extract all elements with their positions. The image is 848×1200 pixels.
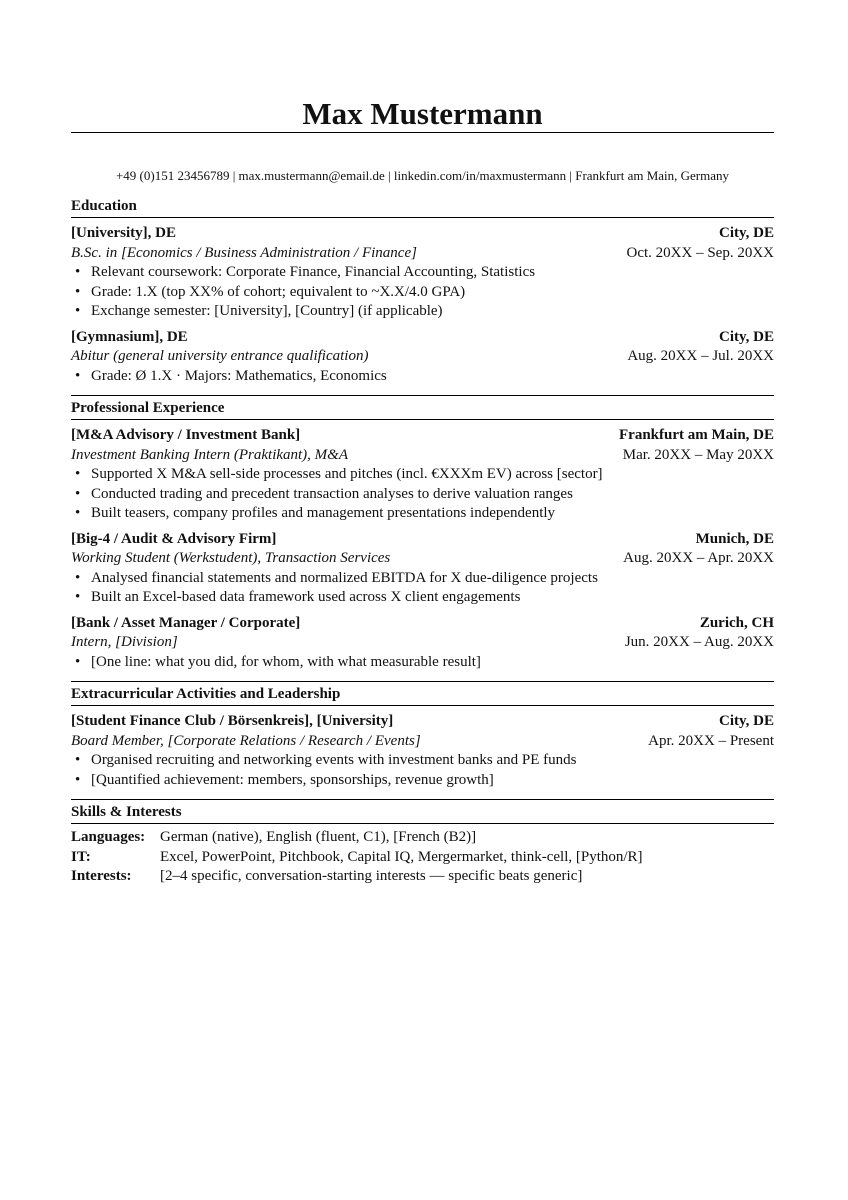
employer: [Big-4 / Audit & Advisory Firm] <box>71 530 277 547</box>
degree: B.Sc. in [Economics / Business Administration / Finance] <box>71 244 417 261</box>
location: City, DE <box>718 713 774 729</box>
experience-entry <box>71 614 774 673</box>
skill-row <box>71 848 774 868</box>
list-item: • [Quantified achievement: members, sponsorships, revenue growth] <box>71 771 774 791</box>
list-item: • Analysed financial statements and normalized EBITDA for X due-diligence projects <box>71 569 774 589</box>
list-item: • Organised recruiting and networking events with investment banks and PE funds <box>71 751 774 771</box>
bullet-list <box>71 751 774 790</box>
section-heading: Education <box>71 197 774 218</box>
list-item: • Built an Excel-based data framework used across X client engagements <box>71 588 774 608</box>
role: Board Member, [Corporate Relations / Research / Events] <box>71 732 421 749</box>
skill-value: German (native), English (fluent, C1), [French (B2)] <box>160 829 477 845</box>
list-item: • Conducted trading and precedent transaction analyses to derive valuation ranges <box>71 485 774 505</box>
degree: Abitur (general university entrance qualification) <box>71 348 369 364</box>
experience-entry <box>71 426 774 524</box>
list-item: • [One line: what you did, for whom, with what measurable result] <box>71 653 774 673</box>
experience-entry <box>71 530 774 608</box>
dates: Mar. 20XX – May 20XX <box>622 446 774 463</box>
employer: [Bank / Asset Manager / Corporate] <box>71 614 301 631</box>
extracurricular-section <box>71 681 774 790</box>
bullet-list <box>71 569 774 608</box>
dates: Jun. 20XX – Aug. 20XX <box>624 634 774 650</box>
candidate-name: Max Mustermann <box>302 96 543 131</box>
dates: Aug. 20XX – Apr. 20XX <box>623 550 774 566</box>
job-title: Intern, [Division] <box>71 634 178 650</box>
skill-value: Excel, PowerPoint, Pitchbook, Capital IQ, Mergermarket, think-cell, [Python/R] <box>160 848 643 865</box>
location: Munich, DE <box>695 530 774 547</box>
list-item: • Grade: 1.X (top XX% of cohort; equivalent to ~X.X/4.0 GPA) <box>71 283 774 303</box>
location: Frankfurt am Main, DE <box>619 427 774 443</box>
location: Zurich, CH <box>699 614 774 631</box>
education-entry <box>71 224 774 322</box>
dates: Aug. 20XX – Jul. 20XX <box>627 348 774 364</box>
education-entry <box>71 328 774 387</box>
list-item: • Grade: Ø 1.X · Majors: Mathematics, Economics <box>71 367 774 387</box>
skill-value: [2–4 specific, conversation-starting interests — specific beats generic] <box>160 868 583 884</box>
skills-list <box>71 828 774 887</box>
list-item: • Exchange semester: [University], [Country] (if applicable) <box>71 302 774 322</box>
skills-section <box>71 799 774 887</box>
job-title: Working Student (Werkstudent), Transaction Services <box>71 550 391 566</box>
section-heading: Professional Experience <box>71 399 774 420</box>
organization: [Student Finance Club / Börsenkreis], [University] <box>71 713 394 729</box>
job-title: Investment Banking Intern (Praktikant), M&A <box>71 446 349 463</box>
bullet-list <box>71 263 774 322</box>
experience-section <box>71 395 774 672</box>
list-item: • Built teasers, company profiles and management presentations independently <box>71 504 774 524</box>
institution: [University], DE <box>71 225 176 241</box>
name-divider <box>71 132 774 133</box>
activity-entry <box>71 712 774 790</box>
location: City, DE <box>718 328 774 345</box>
institution: [Gymnasium], DE <box>71 328 188 345</box>
bullet-list <box>71 367 774 387</box>
list-item: • Supported X M&A sell-side processes and pitches (incl. €XXXm EV) across [sector] <box>71 465 774 485</box>
dates: Oct. 20XX – Sep. 20XX <box>626 244 774 261</box>
skill-label: Languages: <box>71 829 146 845</box>
education-section <box>71 197 774 386</box>
employer: [M&A Advisory / Investment Bank] <box>71 427 301 443</box>
location: City, DE <box>718 225 774 241</box>
resume-page <box>71 0 774 887</box>
list-item: • Relevant coursework: Corporate Finance, Financial Accounting, Statistics <box>71 263 774 283</box>
skill-row <box>71 867 774 887</box>
section-heading: Extracurricular Activities and Leadership <box>71 685 774 706</box>
skill-label: IT: <box>71 848 91 865</box>
contact-line: +49 (0)151 23456789 | max.mustermann@email.de | linkedin.com/in/maxmustermann | Frankfurt am Main, Germany <box>115 168 730 183</box>
bullet-list <box>71 653 774 673</box>
dates: Apr. 20XX – Present <box>648 732 774 749</box>
bullet-list <box>71 465 774 524</box>
skill-label: Interests: <box>71 868 132 884</box>
section-heading: Skills & Interests <box>71 803 774 824</box>
skill-row <box>71 828 774 848</box>
